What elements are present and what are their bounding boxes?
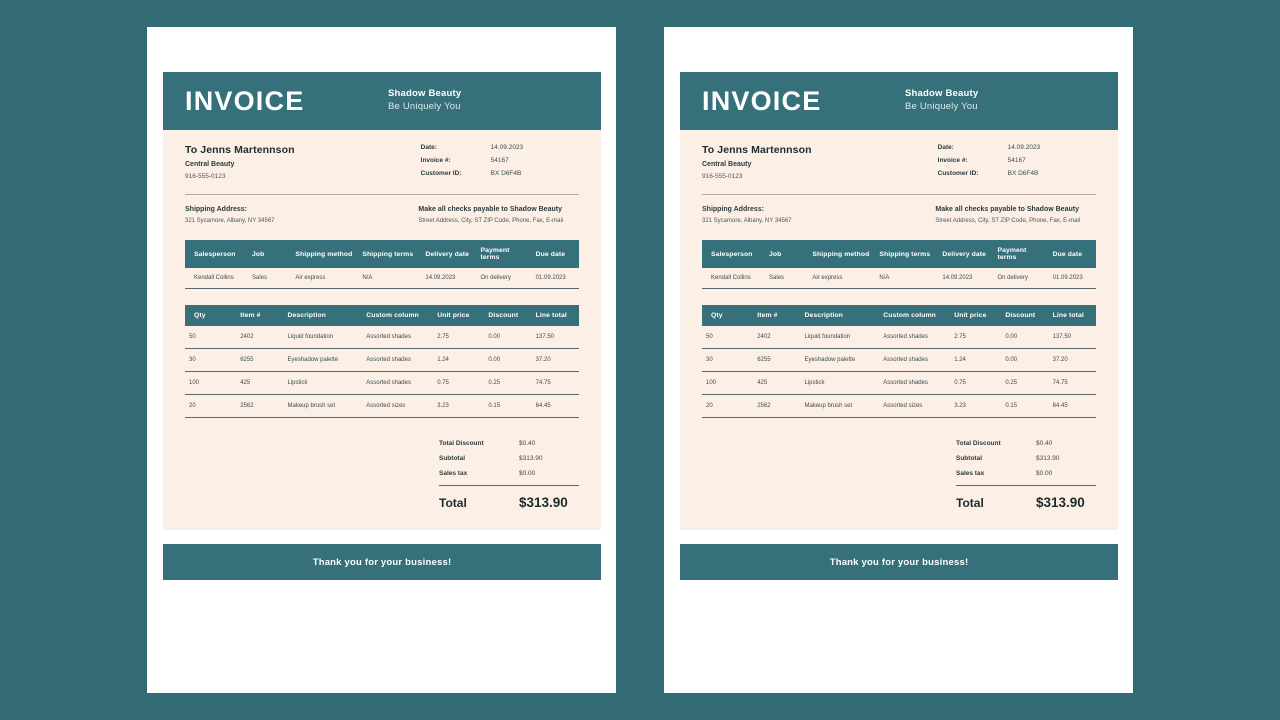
shipping-address-block: [702, 206, 935, 224]
item-number: 6255: [753, 349, 800, 372]
sales-tax-row: [956, 470, 1096, 477]
brand-tagline: Be Uniquely You: [388, 101, 461, 112]
meta-row-customer-id: [421, 170, 579, 177]
payable-block: [418, 206, 579, 224]
item-line-total: 137.50: [1049, 326, 1096, 349]
invoice-meta-block: [421, 144, 579, 183]
order-cell-delivery-date: 14.09.2023: [938, 268, 993, 289]
meta-label-customer-id: Customer ID:: [420, 170, 462, 177]
item-custom: Assorted shades: [879, 349, 950, 372]
grand-total-divider: [439, 485, 579, 486]
totals-block: [956, 440, 1096, 510]
item-line-total: 64.45: [1049, 395, 1096, 418]
table-row: [702, 326, 1096, 349]
invoice-body: [680, 130, 1118, 530]
order-col-salesperson: Salesperson: [702, 240, 765, 268]
order-table-body: [185, 268, 579, 289]
item-line-total: 74.75: [532, 372, 579, 395]
item-unit-price: 1.24: [950, 349, 1001, 372]
shipping-address-block: [185, 206, 418, 224]
meta-row-invoice-number: [938, 157, 1096, 164]
page-title: INVOICE: [702, 85, 822, 116]
item-custom: Assorted sizes: [879, 395, 950, 418]
shipping-address-title: Shipping Address:: [185, 206, 247, 213]
order-table-body: [702, 268, 1096, 289]
grand-total-value: $313.90: [519, 495, 568, 510]
item-description: Makeup brush set: [800, 395, 879, 418]
order-cell-shipping-method: Air express: [291, 268, 358, 289]
order-col-delivery-date: Delivery date: [421, 240, 476, 268]
item-discount: 0.00: [1001, 326, 1048, 349]
order-table-head: [702, 240, 1096, 268]
item-qty: 50: [185, 326, 236, 349]
payable-title: Make all checks payable to Shadow Beauty: [935, 206, 1079, 213]
grand-total-divider: [956, 485, 1096, 486]
invoice-page: [147, 27, 616, 693]
invoice-header-band: [680, 72, 1118, 130]
item-number: 425: [753, 372, 800, 395]
items-col-description: Description: [800, 305, 879, 326]
items-col-discount: Discount: [1001, 305, 1048, 326]
items-col-custom-column: Custom column: [362, 305, 433, 326]
shipping-row: [185, 206, 579, 224]
meta-row-customer-id: [938, 170, 1096, 177]
divider: [702, 194, 1096, 195]
item-custom: Assorted shades: [362, 326, 433, 349]
item-qty: 30: [702, 349, 753, 372]
invoice-footer-band: [680, 544, 1118, 580]
order-cell-due-date: 01.09.2023: [1049, 268, 1096, 289]
item-qty: 20: [185, 395, 236, 418]
invoice-document: [163, 72, 601, 580]
item-line-total: 137.50: [532, 326, 579, 349]
item-discount: 0.00: [1001, 349, 1048, 372]
items-col-line-total: Line total: [1049, 305, 1096, 326]
order-details-table: [702, 240, 1096, 289]
item-line-total: 74.75: [1049, 372, 1096, 395]
subtotal-value: $313.90: [519, 455, 543, 462]
item-custom: Assorted shades: [362, 372, 433, 395]
invoice-footer-band: [163, 544, 601, 580]
order-cell-payment-terms: On delivery: [994, 268, 1049, 289]
item-custom: Assorted sizes: [362, 395, 433, 418]
table-row: [702, 372, 1096, 395]
line-items-table: [185, 305, 579, 418]
order-col-job: Job: [765, 240, 808, 268]
grand-total-value: $313.90: [1036, 495, 1085, 510]
item-unit-price: 1.24: [433, 349, 484, 372]
meta-row-date: [421, 144, 579, 151]
grand-total-row: [439, 495, 579, 510]
meta-value-customer-id: BX D6F4B: [490, 170, 522, 177]
table-row: [185, 349, 579, 372]
meta-value-date: 14.09.2023: [1007, 144, 1041, 151]
subtotal-row: [956, 455, 1096, 462]
shipping-address-title: Shipping Address:: [702, 206, 764, 213]
order-table-header-row: [702, 240, 1096, 268]
payable-details: Street Address, City, ST ZIP Code, Phone, Fax, E-mail: [935, 218, 1081, 224]
items-col-discount: Discount: [484, 305, 531, 326]
payable-block: [935, 206, 1096, 224]
sales-tax-value: $0.00: [519, 470, 536, 477]
item-qty: 50: [702, 326, 753, 349]
subtotal-row: [439, 455, 579, 462]
item-number: 6255: [236, 349, 283, 372]
items-col-item-number: Item #: [753, 305, 800, 326]
payable-details: Street Address, City, ST ZIP Code, Phone, Fax, E-mail: [418, 218, 564, 224]
invoice-info-row: [702, 144, 1096, 194]
table-row: [185, 395, 579, 418]
line-items-table: [702, 305, 1096, 418]
grand-total-row: [956, 495, 1096, 510]
item-line-total: 37.20: [1049, 349, 1096, 372]
order-col-payment-terms: Payment terms: [477, 240, 532, 268]
items-col-custom-column: Custom column: [879, 305, 950, 326]
divider: [185, 194, 579, 195]
meta-value-customer-id: BX D6F4B: [1007, 170, 1039, 177]
bill-to-company: Central Beauty: [702, 161, 752, 168]
meta-label-date: Date:: [420, 144, 437, 151]
totals-section: [185, 440, 579, 510]
grand-total-label: Total: [956, 496, 984, 510]
order-cell-salesperson: Kendall Collins: [185, 268, 248, 289]
item-discount: 0.00: [484, 326, 531, 349]
order-table-head: [185, 240, 579, 268]
order-table-header-row: [185, 240, 579, 268]
items-col-qty: Qty: [185, 305, 236, 326]
order-col-payment-terms: Payment terms: [994, 240, 1049, 268]
sales-tax-value: $0.00: [1036, 470, 1053, 477]
items-col-unit-price: Unit price: [433, 305, 484, 326]
bill-to-block: [185, 144, 421, 180]
items-table-wrapper: [702, 305, 1096, 418]
order-cell-job: Sales: [765, 268, 808, 289]
item-number: 2402: [753, 326, 800, 349]
totals-section: [702, 440, 1096, 510]
order-cell-shipping-method: Air express: [808, 268, 875, 289]
items-table-head: [702, 305, 1096, 326]
item-description: Eyeshadow palette: [283, 349, 362, 372]
order-cell-job: Sales: [248, 268, 291, 289]
item-custom: Assorted shades: [362, 349, 433, 372]
invoice-document: [680, 72, 1118, 580]
items-table-header-row: [185, 305, 579, 326]
items-table-body: [702, 326, 1096, 418]
item-number: 425: [236, 372, 283, 395]
order-cell-shipping-terms: N/A: [875, 268, 938, 289]
payable-title: Make all checks payable to Shadow Beauty: [418, 206, 562, 213]
meta-row-date: [938, 144, 1096, 151]
order-cell-salesperson: Kendall Collins: [702, 268, 765, 289]
bill-to-company: Central Beauty: [185, 161, 235, 168]
brand-block: [388, 88, 560, 114]
sales-tax-row: [439, 470, 579, 477]
page-title: INVOICE: [185, 85, 305, 116]
bill-to-block: [702, 144, 938, 180]
order-details-table: [185, 240, 579, 289]
total-discount-value: $0.40: [1036, 440, 1053, 447]
order-table-wrapper: [702, 240, 1096, 289]
meta-label-invoice-number: Invoice #:: [937, 157, 968, 164]
item-qty: 100: [185, 372, 236, 395]
total-discount-value: $0.40: [519, 440, 536, 447]
order-col-due-date: Due date: [532, 240, 579, 268]
meta-label-invoice-number: Invoice #:: [420, 157, 451, 164]
brand-name: Shadow Beauty: [905, 88, 979, 100]
item-unit-price: 0.75: [433, 372, 484, 395]
invoice-page: [664, 27, 1133, 693]
item-number: 2402: [236, 326, 283, 349]
shipping-address-value: 321 Sycamore, Albany, NY 34567: [702, 218, 792, 224]
items-table-wrapper: [185, 305, 579, 418]
items-table-body: [185, 326, 579, 418]
item-description: Liquid foundation: [283, 326, 362, 349]
item-qty: 20: [702, 395, 753, 418]
order-col-delivery-date: Delivery date: [938, 240, 993, 268]
totals-block: [439, 440, 579, 510]
subtotal-value: $313.90: [1036, 455, 1060, 462]
brand-tagline: Be Uniquely You: [905, 101, 978, 112]
table-row: [185, 268, 579, 289]
item-description: Lipstick: [800, 372, 879, 395]
item-description: Makeup brush set: [283, 395, 362, 418]
footer-message: Thank you for your business!: [829, 556, 969, 568]
total-discount-label: Total Discount: [439, 440, 484, 447]
invoice-meta-block: [938, 144, 1096, 183]
item-unit-price: 2.75: [950, 326, 1001, 349]
item-discount: 0.00: [484, 349, 531, 372]
shipping-row: [702, 206, 1096, 224]
subtotal-label: Subtotal: [956, 455, 982, 462]
table-row: [702, 268, 1096, 289]
sales-tax-label: Sales tax: [956, 470, 985, 477]
meta-value-invoice-number: 54167: [1007, 157, 1026, 164]
items-col-description: Description: [283, 305, 362, 326]
item-unit-price: 2.75: [433, 326, 484, 349]
meta-value-date: 14.09.2023: [490, 144, 524, 151]
item-unit-price: 3.23: [433, 395, 484, 418]
meta-value-invoice-number: 54167: [490, 157, 509, 164]
item-unit-price: 0.75: [950, 372, 1001, 395]
item-custom: Assorted shades: [879, 372, 950, 395]
order-table-wrapper: [185, 240, 579, 289]
shipping-address-value: 321 Sycamore, Albany, NY 34567: [185, 218, 275, 224]
item-description: Liquid foundation: [800, 326, 879, 349]
invoice-body: [163, 130, 601, 530]
item-discount: 0.15: [1001, 395, 1048, 418]
item-line-total: 64.45: [532, 395, 579, 418]
order-col-due-date: Due date: [1049, 240, 1096, 268]
invoice-info-row: [185, 144, 579, 194]
invoice-header-band: [163, 72, 601, 130]
total-discount-label: Total Discount: [956, 440, 1001, 447]
order-col-shipping-terms: Shipping terms: [358, 240, 421, 268]
table-row: [702, 395, 1096, 418]
order-col-shipping-method: Shipping method: [291, 240, 358, 268]
brand-block: [905, 88, 1077, 114]
meta-row-invoice-number: [421, 157, 579, 164]
table-row: [702, 349, 1096, 372]
table-row: [185, 372, 579, 395]
meta-label-customer-id: Customer ID:: [937, 170, 979, 177]
order-cell-shipping-terms: N/A: [358, 268, 421, 289]
items-col-item-number: Item #: [236, 305, 283, 326]
order-col-shipping-terms: Shipping terms: [875, 240, 938, 268]
items-table-header-row: [702, 305, 1096, 326]
item-discount: 0.25: [484, 372, 531, 395]
order-col-shipping-method: Shipping method: [808, 240, 875, 268]
total-discount-row: [439, 440, 579, 447]
order-col-salesperson: Salesperson: [185, 240, 248, 268]
item-unit-price: 3.23: [950, 395, 1001, 418]
item-line-total: 37.20: [532, 349, 579, 372]
item-discount: 0.15: [484, 395, 531, 418]
table-row: [185, 326, 579, 349]
item-qty: 30: [185, 349, 236, 372]
order-cell-payment-terms: On delivery: [477, 268, 532, 289]
subtotal-label: Subtotal: [439, 455, 465, 462]
items-col-unit-price: Unit price: [950, 305, 1001, 326]
bill-to-phone: 916-555-0123: [702, 173, 743, 180]
order-col-job: Job: [248, 240, 291, 268]
order-cell-delivery-date: 14.09.2023: [421, 268, 476, 289]
item-description: Lipstick: [283, 372, 362, 395]
item-number: 2562: [753, 395, 800, 418]
sales-tax-label: Sales tax: [439, 470, 468, 477]
items-col-line-total: Line total: [532, 305, 579, 326]
item-discount: 0.25: [1001, 372, 1048, 395]
items-table-head: [185, 305, 579, 326]
item-description: Eyeshadow palette: [800, 349, 879, 372]
footer-message: Thank you for your business!: [312, 556, 452, 568]
bill-to-name: To Jenns Martennson: [185, 144, 295, 156]
order-cell-due-date: 01.09.2023: [532, 268, 579, 289]
items-col-qty: Qty: [702, 305, 753, 326]
bill-to-name: To Jenns Martennson: [702, 144, 812, 156]
item-qty: 100: [702, 372, 753, 395]
brand-name: Shadow Beauty: [388, 88, 462, 100]
grand-total-label: Total: [439, 496, 467, 510]
bill-to-phone: 916-555-0123: [185, 173, 226, 180]
item-number: 2562: [236, 395, 283, 418]
total-discount-row: [956, 440, 1096, 447]
meta-label-date: Date:: [937, 144, 954, 151]
item-custom: Assorted shades: [879, 326, 950, 349]
